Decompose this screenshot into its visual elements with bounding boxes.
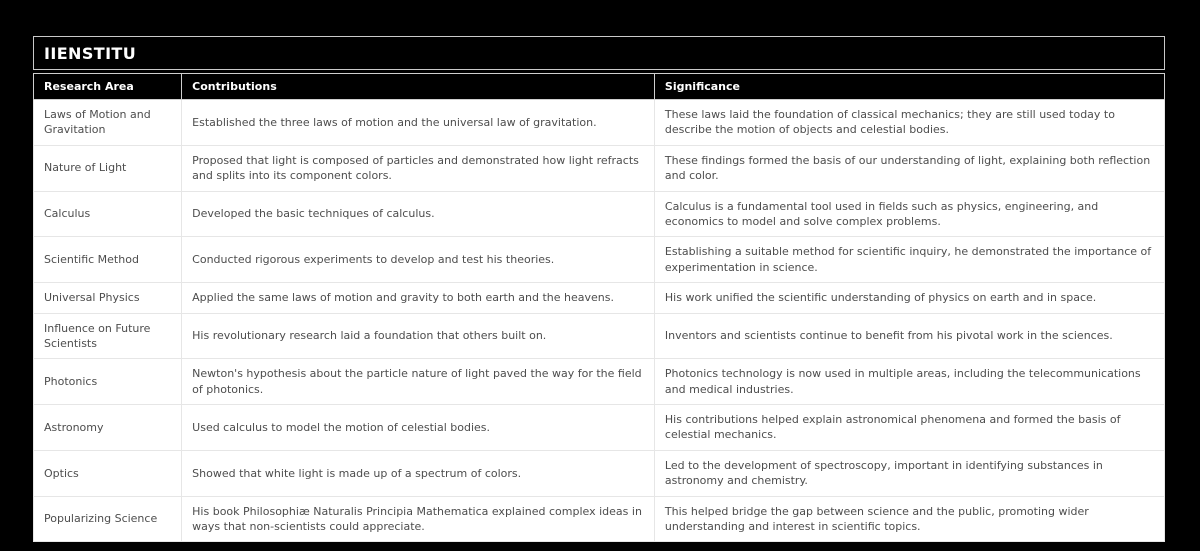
content-card <box>33 36 1165 542</box>
cell-research-area: Influence on Future Scientists <box>34 313 182 359</box>
column-header-research-area: Research Area <box>34 74 182 100</box>
cell-research-area: Photonics <box>34 359 182 405</box>
cell-contributions: Showed that white light is made up of a spectrum of colors. <box>182 450 655 496</box>
table-body <box>34 100 1165 542</box>
cell-research-area: Optics <box>34 450 182 496</box>
cell-significance: Calculus is a fundamental tool used in fields such as physics, engineering, and economics to model and solve complex problems. <box>654 191 1164 237</box>
table-row <box>34 359 1165 405</box>
cell-contributions: His revolutionary research laid a foundation that others built on. <box>182 313 655 359</box>
brand-title: IIENSTITU <box>44 44 137 63</box>
cell-significance: Establishing a suitable method for scientific inquiry, he demonstrated the importance of experimentation in science. <box>654 237 1164 283</box>
cell-research-area: Laws of Motion and Gravitation <box>34 100 182 146</box>
cell-research-area: Scientific Method <box>34 237 182 283</box>
cell-contributions: Developed the basic techniques of calculus. <box>182 191 655 237</box>
table-row <box>34 191 1165 237</box>
column-header-significance: Significance <box>654 74 1164 100</box>
cell-significance: This helped bridge the gap between science and the public, promoting wider understanding and interest in scientific topics. <box>654 496 1164 542</box>
table-row <box>34 405 1165 451</box>
table-header-row <box>34 74 1165 100</box>
cell-significance: His contributions helped explain astronomical phenomena and formed the basis of celestial mechanics. <box>654 405 1164 451</box>
cell-research-area: Popularizing Science <box>34 496 182 542</box>
table-row <box>34 100 1165 146</box>
cell-contributions: Proposed that light is composed of particles and demonstrated how light refracts and splits into its component colors. <box>182 145 655 191</box>
research-table <box>33 73 1165 542</box>
table-row <box>34 145 1165 191</box>
cell-contributions: Newton's hypothesis about the particle nature of light paved the way for the field of photonics. <box>182 359 655 405</box>
cell-research-area: Nature of Light <box>34 145 182 191</box>
table-row <box>34 496 1165 542</box>
table-row <box>34 283 1165 313</box>
cell-research-area: Universal Physics <box>34 283 182 313</box>
cell-research-area: Calculus <box>34 191 182 237</box>
cell-significance: Led to the development of spectroscopy, important in identifying substances in astronomy and chemistry. <box>654 450 1164 496</box>
cell-contributions: Used calculus to model the motion of celestial bodies. <box>182 405 655 451</box>
column-header-contributions: Contributions <box>182 74 655 100</box>
cell-significance: Inventors and scientists continue to benefit from his pivotal work in the sciences. <box>654 313 1164 359</box>
cell-research-area: Astronomy <box>34 405 182 451</box>
cell-significance: These findings formed the basis of our understanding of light, explaining both reflection and color. <box>654 145 1164 191</box>
cell-significance: His work unified the scientific understanding of physics on earth and in space. <box>654 283 1164 313</box>
table-header <box>34 74 1165 100</box>
cell-contributions: His book Philosophiæ Naturalis Principia Mathematica explained complex ideas in ways that non-scientists could appreciate. <box>182 496 655 542</box>
table-row <box>34 237 1165 283</box>
table-row <box>34 313 1165 359</box>
cell-contributions: Applied the same laws of motion and gravity to both earth and the heavens. <box>182 283 655 313</box>
brand-title-bar <box>33 36 1165 70</box>
cell-significance: Photonics technology is now used in multiple areas, including the telecommunications and medical industries. <box>654 359 1164 405</box>
cell-significance: These laws laid the foundation of classical mechanics; they are still used today to describe the motion of objects and celestial bodies. <box>654 100 1164 146</box>
cell-contributions: Conducted rigorous experiments to develop and test his theories. <box>182 237 655 283</box>
table-row <box>34 450 1165 496</box>
cell-contributions: Established the three laws of motion and the universal law of gravitation. <box>182 100 655 146</box>
